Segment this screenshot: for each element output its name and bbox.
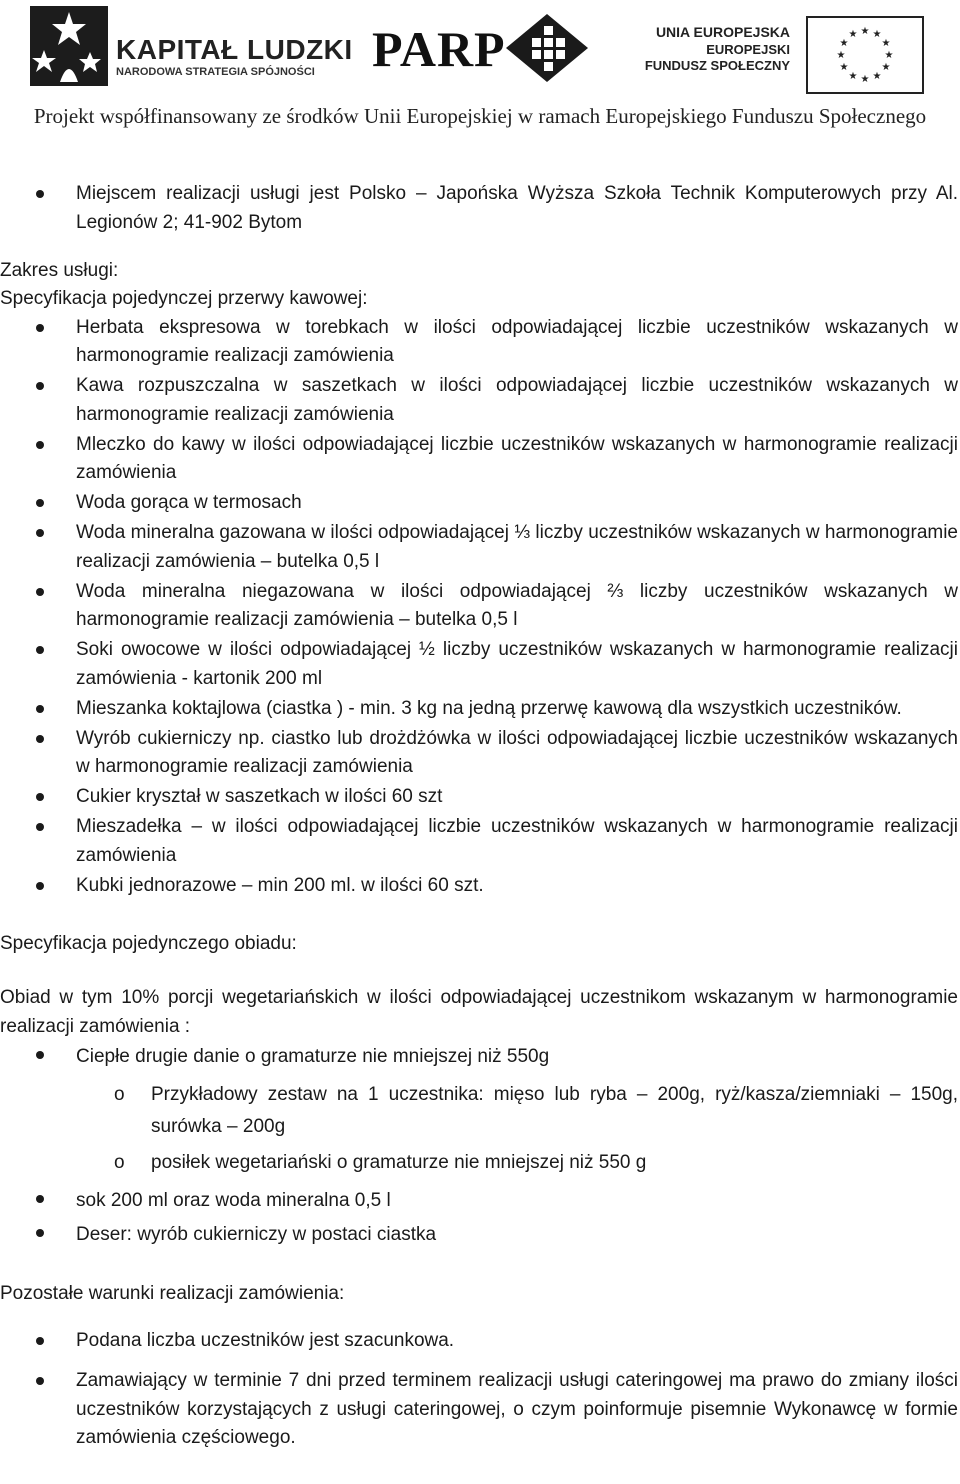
- list-item: Mieszadełka – w ilości odpowiadającej liczbie uczestników wskazanych w harmonogramie realizacji zamówienia: [0, 813, 958, 870]
- list-item: Podana liczba uczestników jest szacunkowa.: [0, 1327, 958, 1356]
- svg-text:★: ★: [848, 29, 858, 40]
- eu-line-2: EUROPEJSKI: [706, 42, 790, 57]
- svg-text:★: ★: [860, 26, 870, 37]
- list-item: Zamawiający w terminie 7 dni przed terminem realizacji usługi cateringowej ma prawo do zmiany ilości uczestników korzystających z usługi cateringowej, o czym poinformuje pisemnie Wykonawcę w formie zamówienia częściowego.: [0, 1367, 958, 1453]
- list-item: Woda mineralna gazowana w ilości odpowiadającej ⅓ liczby uczestników wskazanych w harmonogramie realizacji zamówienia – butelka 0,5 l: [0, 519, 958, 576]
- kapital-ludzki-subtitle: NARODOWA STRATEGIA SPÓJNOŚCI: [116, 66, 315, 78]
- location-list: [0, 180, 958, 237]
- list-item: Deser: wyrób cukierniczy w postaci ciastka: [0, 1219, 958, 1251]
- document-body: [0, 180, 958, 1454]
- sub-list-text: posiłek wegetariański o gramaturze nie mniejszej niż 550 g: [151, 1152, 647, 1173]
- cofinancing-note: Projekt współfinansowany ze środków Unii Europejskiej w ramach Europejskiego Funduszu Społecznego: [33, 104, 927, 128]
- lunch-heading: Specyfikacja pojedynczego obiadu:: [0, 932, 297, 954]
- eu-text: [645, 24, 790, 73]
- list-item: Kawa rozpuszczalna w saszetkach w ilości odpowiadającej liczbie uczestników wskazanych w harmonogramie realizacji zamówienia: [0, 372, 958, 429]
- lunch-list-extra: [0, 1185, 958, 1251]
- lunch-sub-list: [0, 1079, 958, 1179]
- coffee-break-list: [0, 314, 958, 901]
- list-item: Mieszanka koktajlowa (ciastka ) - min. 3 kg na jedną przerwę kawową dla wszystkich uczestników.: [0, 695, 958, 724]
- list-item: Soki owocowe w ilości odpowiadającej ½ liczby uczestników wskazanych w harmonogramie realizacji zamówienia - kartonik 200 ml: [0, 636, 958, 693]
- svg-text:★: ★: [839, 62, 849, 73]
- svg-text:★: ★: [872, 29, 882, 40]
- kapital-ludzki-emblem-icon: [30, 6, 108, 86]
- list-item: Kubki jednorazowe – min 200 ml. w ilości 60 szt.: [0, 872, 958, 901]
- list-item: sok 200 ml oraz woda mineralna 0,5 l: [0, 1185, 958, 1217]
- svg-text:★: ★: [860, 74, 870, 85]
- svg-text:★: ★: [884, 50, 894, 61]
- svg-text:★: ★: [881, 38, 891, 49]
- lunch-list: [0, 1041, 958, 1073]
- svg-text:★: ★: [872, 71, 882, 82]
- list-item: Mleczko do kawy w ilości odpowiadającej liczbie uczestników wskazanych w harmonogramie realizacji zamówienia: [0, 431, 958, 488]
- svg-text:★: ★: [881, 62, 891, 73]
- sub-list-item: [0, 1147, 958, 1179]
- lunch-intro: Obiad w tym 10% porcji wegetariańskich w ilości odpowiadającej uczestnikom wskazanym w harmonogramie realizacji zamówienia :: [0, 987, 958, 1037]
- other-conditions-heading: Pozostałe warunki realizacji zamówienia:: [0, 1283, 345, 1304]
- list-item: Woda gorąca w termosach: [0, 489, 958, 518]
- scope-heading: Zakres usługi:: [0, 259, 119, 281]
- location-item: Miejscem realizacji usługi jest Polsko – Japońska Wyższa Szkoła Technik Komputerowych przy Al. Legionów 2; 41-902 Bytom: [0, 180, 958, 237]
- sub-list-text: Przykładowy zestaw na 1 uczestnika: mięso lub ryba – 200g, ryż/kasza/ziemniaki – 150g, surówka – 200g: [151, 1084, 958, 1137]
- parp-emblem-icon: [502, 12, 592, 84]
- eu-logo: [640, 10, 940, 90]
- svg-text:★: ★: [836, 50, 846, 61]
- sub-bullet-marker: o: [114, 1152, 125, 1173]
- coffee-break-heading: Specyfikacja pojedynczej przerwy kawowej:: [0, 288, 368, 309]
- kapital-ludzki-title: KAPITAŁ LUDZKI: [116, 34, 353, 65]
- list-item: Ciepłe drugie danie o gramaturze nie mniejszej niż 550g: [0, 1041, 958, 1073]
- sub-bullet-marker: o: [114, 1084, 125, 1105]
- parp-wordmark: PARP: [372, 21, 506, 77]
- other-conditions-list: [0, 1327, 958, 1453]
- svg-text:★: ★: [839, 38, 849, 49]
- list-item: Herbata ekspresowa w torebkach w ilości odpowiadającej liczbie uczestników wskazanych w harmonogramie realizacji zamówienia: [0, 314, 958, 371]
- eu-line-1: UNIA EUROPEJSKA: [655, 24, 790, 40]
- list-item: Cukier kryształ w saszetkach w ilości 60 szt: [0, 783, 958, 812]
- kapital-ludzki-logo: [30, 6, 353, 86]
- list-item: Wyrób cukierniczy np. ciastko lub drożdżówka w ilości odpowiadającej liczbie uczestników wskazanych w harmonogramie realizacji zamówienia: [0, 725, 958, 782]
- logo-bar: [0, 0, 960, 100]
- parp-logo: [372, 12, 602, 84]
- sub-list-item: [0, 1079, 958, 1143]
- eu-line-3: FUNDUSZ SPOŁECZNY: [644, 58, 790, 73]
- list-item: Woda mineralna niegazowana w ilości odpowiadającej ⅔ liczby uczestników wskazanych w harmonogramie realizacji zamówienia – butelka 0,5 l: [0, 578, 958, 635]
- eu-flag-icon: [806, 16, 924, 94]
- svg-text:★: ★: [848, 71, 858, 82]
